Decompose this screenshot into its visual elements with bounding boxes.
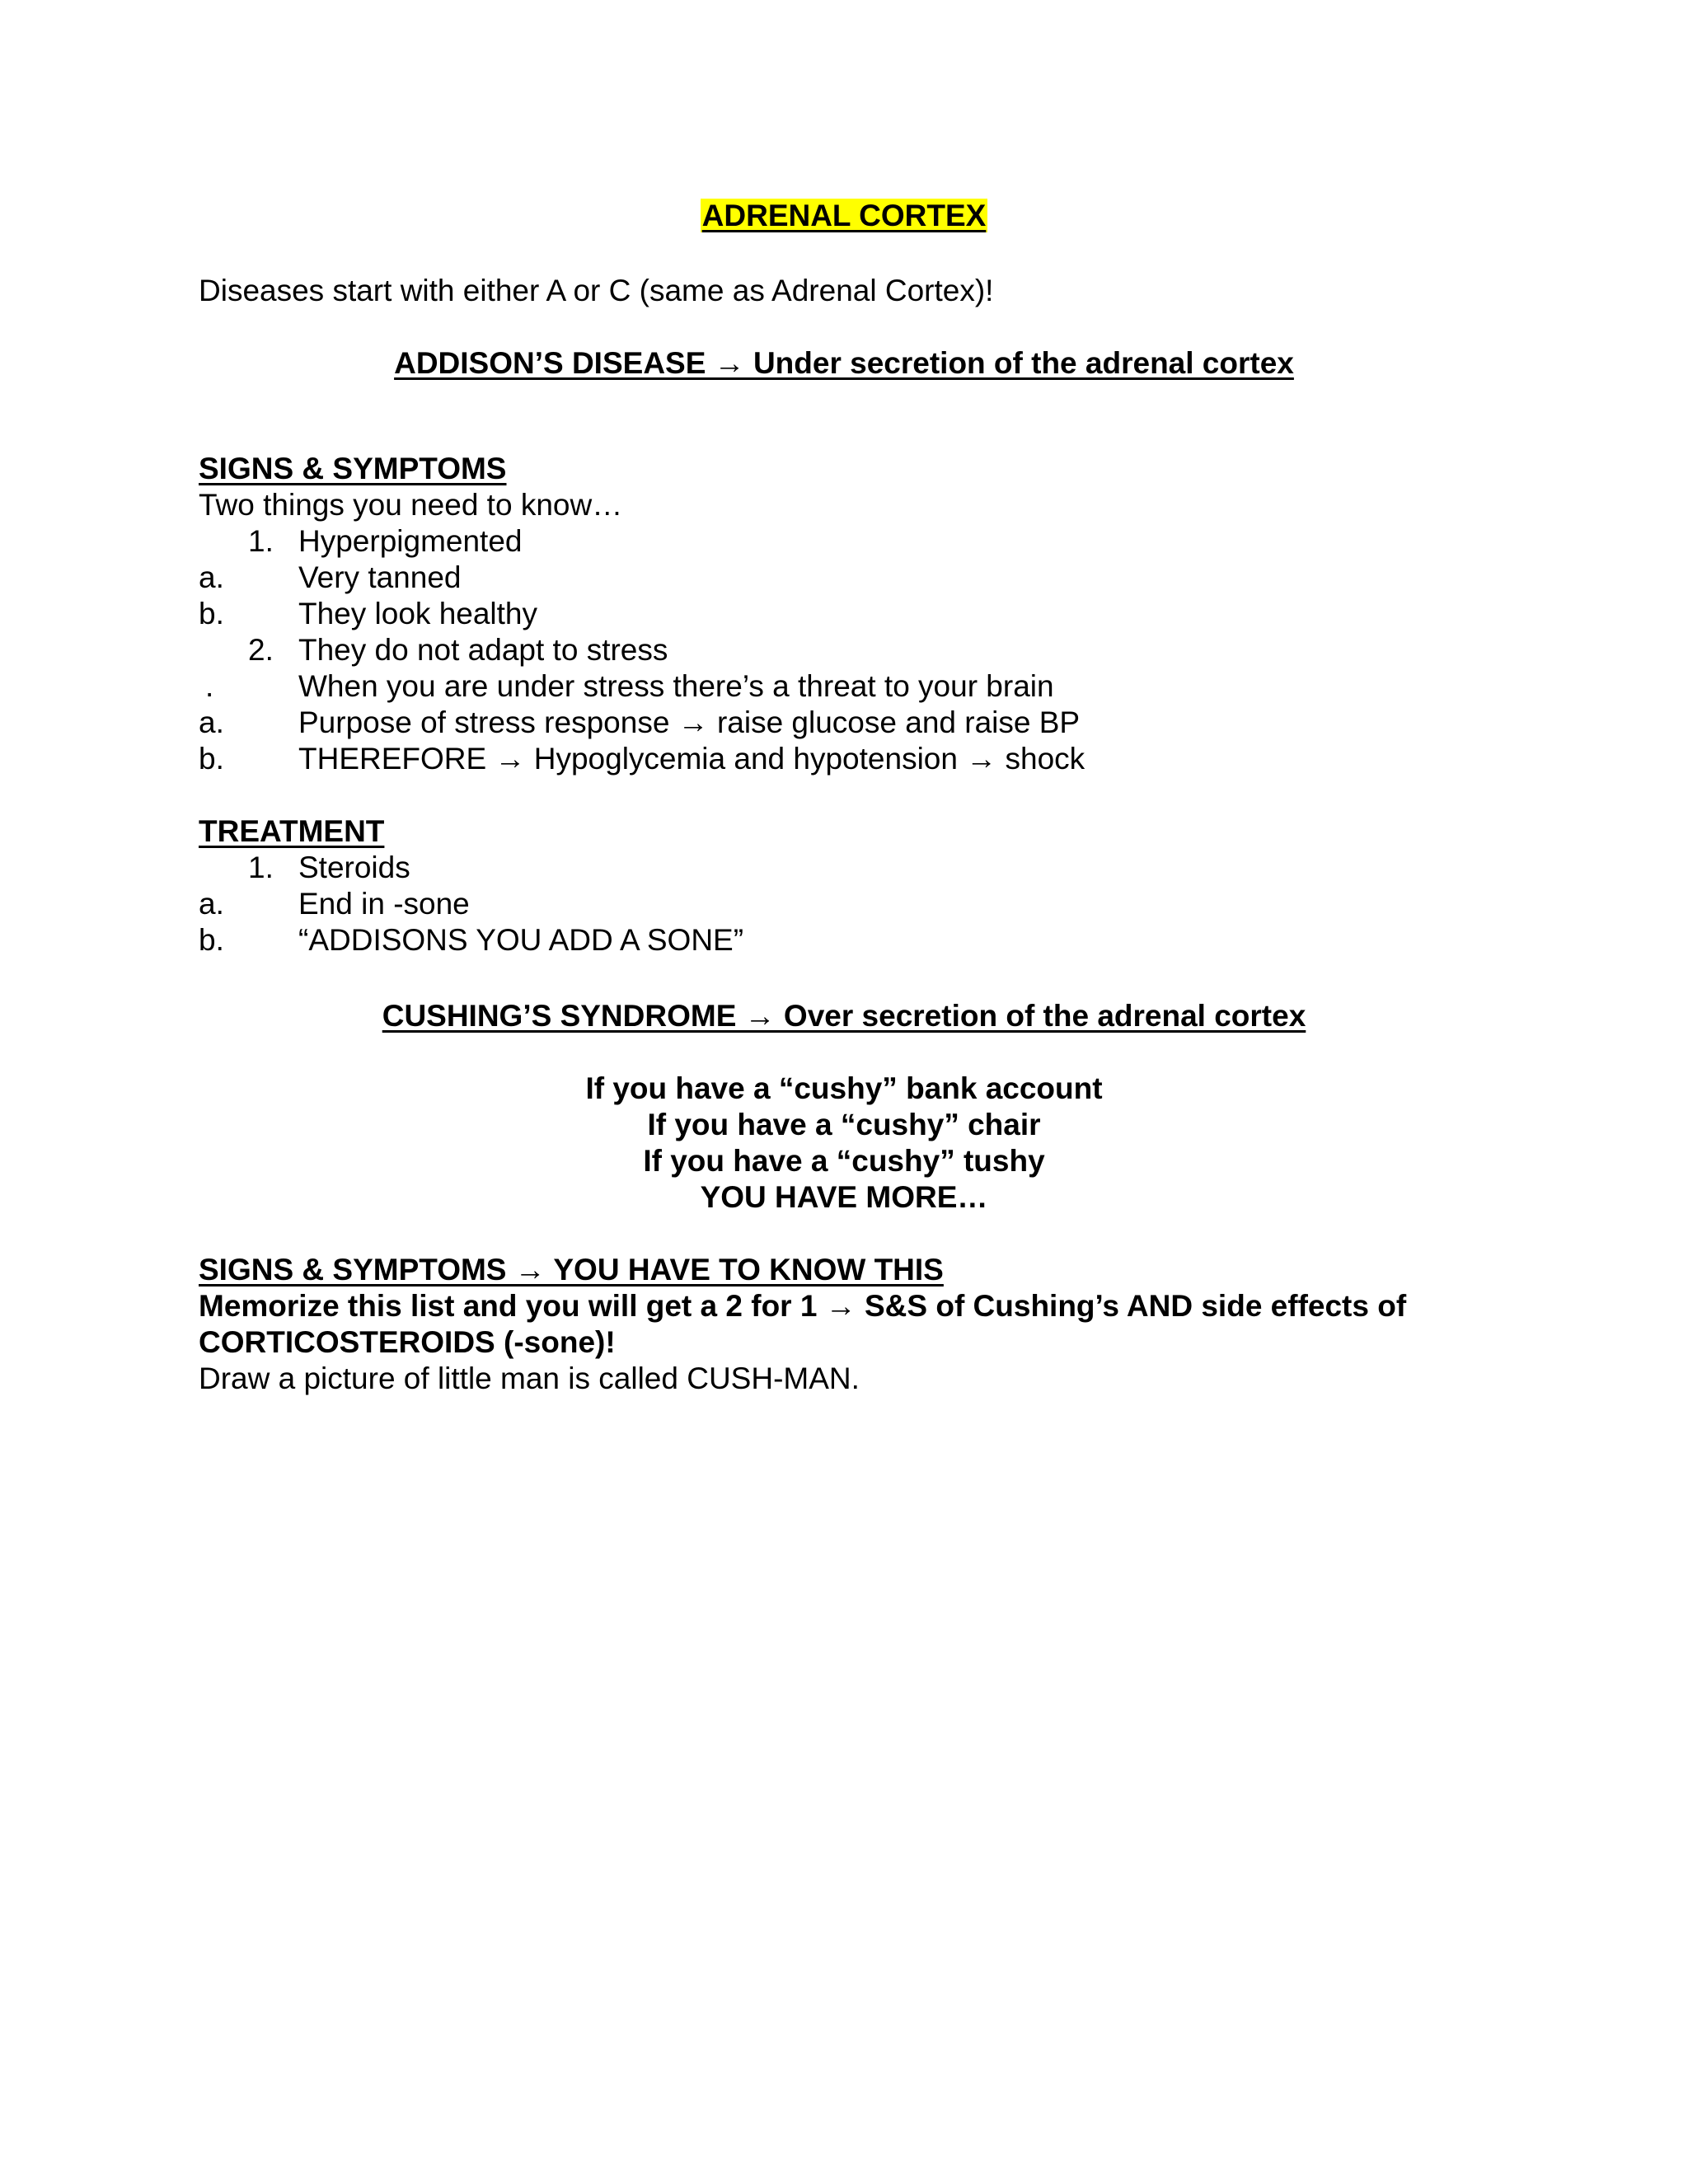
addisons-heading: ADDISON’S DISEASE → Under secretion of the adrenal cortex [394,346,1294,380]
list-item-text: Hyperpigmented [298,524,523,558]
list-item-text: They look healthy [298,597,538,630]
list-item-text: Purpose of stress response → raise glucose and raise BP [298,705,1081,739]
list-item-text: Steroids [298,851,410,884]
page-title-row [0,198,1688,234]
list-number: 1. [248,524,274,558]
list-marker: . [205,669,214,703]
treatment-heading-row [199,813,384,850]
list-item-text: “ADDISONS YOU ADD A SONE” [298,923,744,957]
list-marker: b. [199,923,224,957]
list-number: 1. [248,851,274,884]
cushings-heading-row [0,998,1688,1034]
addisons-signs-heading-row [199,451,507,487]
cushings-heading: CUSHING’S SYNDROME → Over secretion of the adrenal cortex [382,999,1306,1033]
list-item-text: End in -sone [298,887,470,921]
list-marker: a. [199,887,224,921]
list-item-text: THEREFORE → Hypoglycemia and hypotension → shock [298,742,1085,776]
list-marker: a. [199,560,224,594]
cushman-text: Draw a picture of little man is called CUSH-MAN. [199,1361,860,1395]
mnemonic-line: If you have a “cushy” bank account [585,1071,1103,1105]
page-title: ADRENAL CORTEX [701,199,987,232]
treatment-heading: TREATMENT [199,814,385,848]
mnemonic-line: If you have a “cushy” chair [647,1108,1041,1141]
list-number: 2. [248,633,274,667]
list-item-text: They do not adapt to stress [298,633,668,667]
mnemonic-line: If you have a “cushy” tushy [643,1144,1045,1178]
cushings-signs-heading-row [199,1252,944,1288]
addisons-signs-intro: Two things you need to know… [199,488,623,522]
list-marker: b. [199,597,224,630]
intro-text: Diseases start with either A or C (same as Adrenal Cortex)! [199,274,994,307]
list-marker: b. [199,742,224,776]
list-item-text: When you are under stress there’s a threat to your brain [298,669,1054,703]
list-item-text: Very tanned [298,560,462,594]
mnemonic-line: YOU HAVE MORE… [700,1180,988,1214]
memorize-line: CORTICOSTEROIDS (-sone)! [199,1325,616,1359]
addisons-signs-heading: SIGNS & SYMPTOMS [199,452,507,485]
cushings-signs-heading: SIGNS & SYMPTOMS → YOU HAVE TO KNOW THIS [199,1253,944,1286]
list-marker: a. [199,705,224,739]
addisons-heading-row [0,345,1688,382]
memorize-line: Memorize this list and you will get a 2 for 1 → S&S of Cushing’s AND side effects of [199,1289,1407,1323]
